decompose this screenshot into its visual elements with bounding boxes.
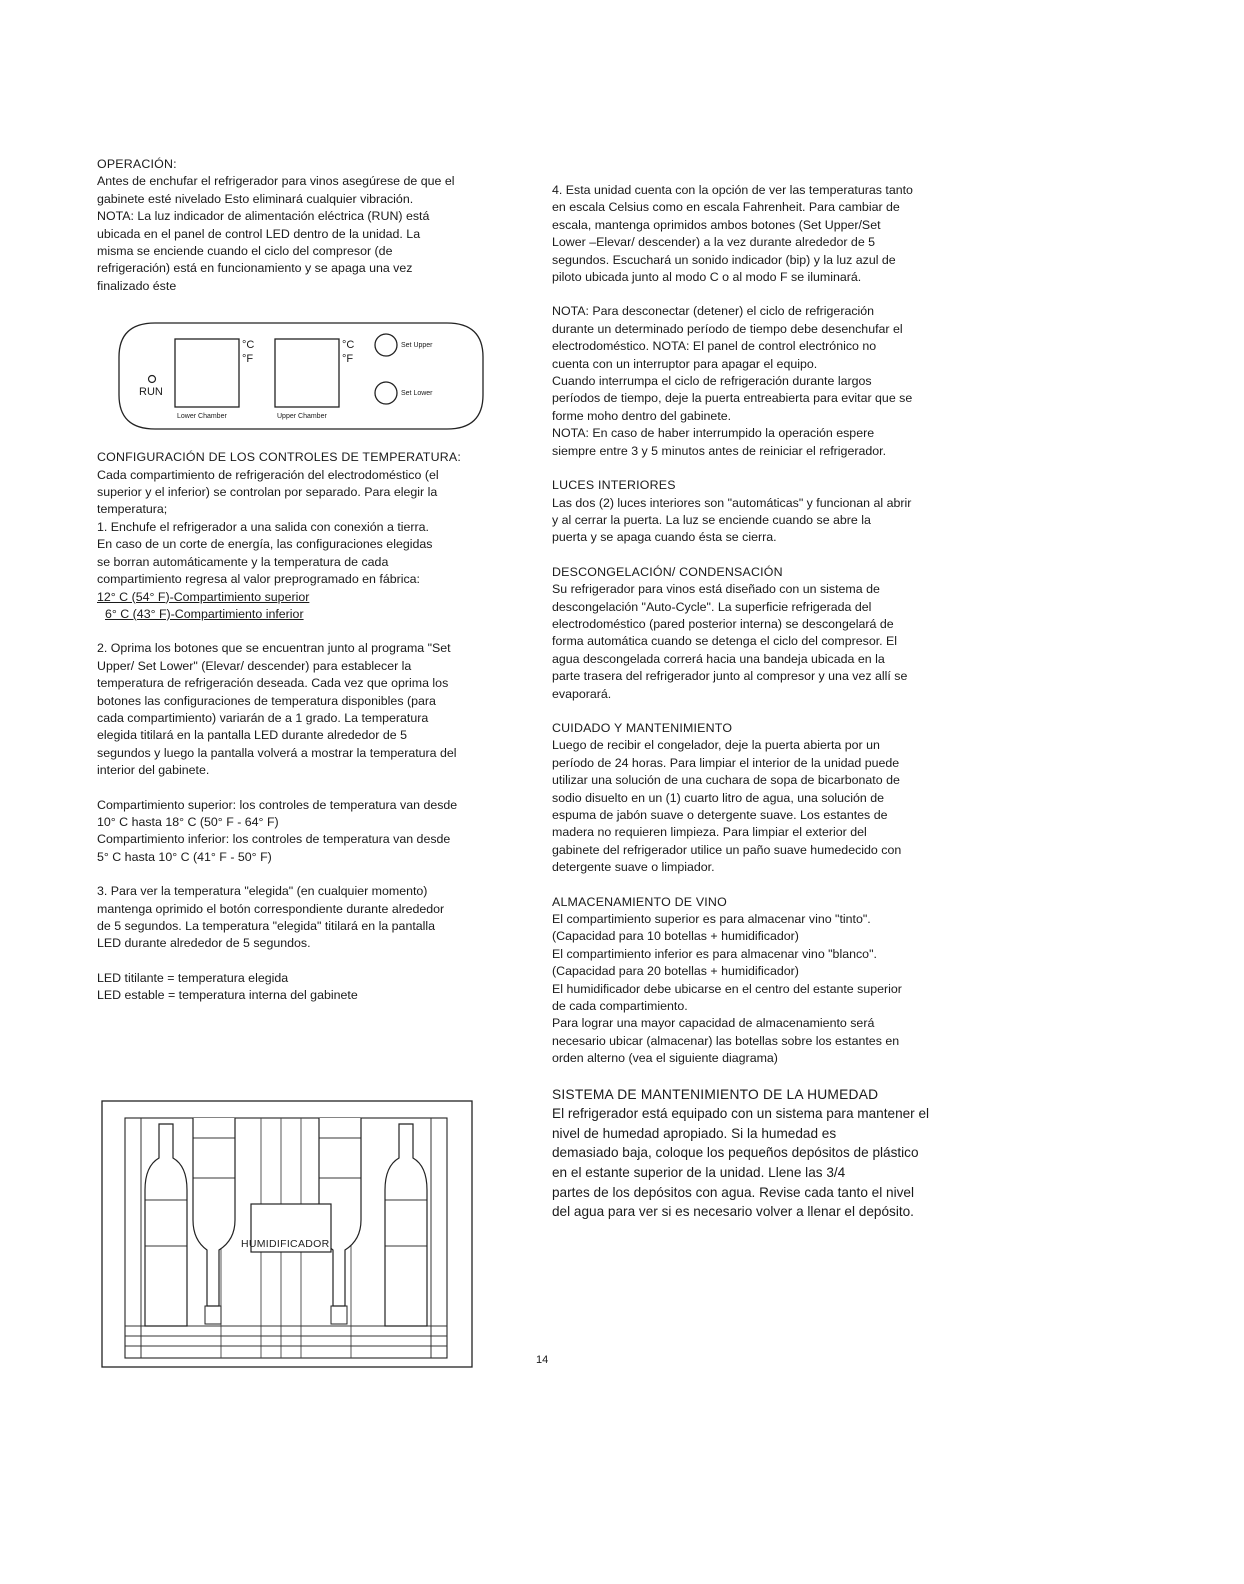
run-indicator (149, 376, 156, 383)
set-lower-button-shape (375, 382, 397, 404)
text-line: finalizado éste (97, 278, 177, 293)
text-line: siempre entre 3 y 5 minutos antes de reiniciar el refrigerador. (552, 443, 887, 458)
set-upper-button-shape (375, 334, 397, 356)
text-line: período de 24 horas. Para limpiar el interior de la unidad puede (552, 755, 900, 770)
text-line: demasiado baja, coloque los pequeños depósitos de plástico (552, 1145, 919, 1161)
text-line: durante un determinado período de tiempo debe desenchufar el (552, 321, 903, 336)
text-line: 1. Enchufe el refrigerador a una salida con conexión a tierra. (97, 519, 429, 534)
text-line: temperatura de refrigeración deseada. Cada vez que oprima los (97, 676, 449, 691)
text-line: misma se enciende cuando el ciclo del compresor (de (97, 244, 393, 259)
text-line: ubicada en el panel de control LED dentro de la unidad. La (97, 226, 421, 241)
section-operacion (97, 156, 542, 295)
upper-fahrenheit-label: °F (342, 353, 354, 366)
section-ranges (97, 797, 542, 867)
text-line: El compartimiento inferior es para almacenar vino "blanco". (552, 946, 877, 961)
text-line: elegida titilará en la pantalla LED durante alrededor de 5 (97, 728, 407, 743)
text-line: Cada compartimiento de refrigeración del electrodoméstico (el (97, 467, 439, 482)
text-line: superior y el inferior) se controlan por separado. Para elegir la (97, 485, 438, 500)
text-line: evaporará. (552, 686, 612, 701)
text-line: 2. Oprima los botones que se encuentran junto al programa "Set (97, 641, 451, 656)
text-line: necesario ubicar (almacenar) las botellas sobre los estantes en (552, 1033, 900, 1048)
lower-celsius-label: °C (242, 339, 255, 352)
wine-storage-diagram (101, 1100, 473, 1368)
text-line: segundos. Escuchará un sonido indicador (bip) y la luz azul de (552, 252, 896, 267)
section-descongelacion (552, 564, 1000, 703)
text-line: nivel de humedad apropiado. Si la humedad es (552, 1125, 837, 1141)
text-line: NOTA: En caso de haber interrumpido la operación espere (552, 426, 875, 441)
text-line: piloto ubicada junto al modo C o al modo F se iluminará. (552, 270, 862, 285)
run-label: RUN (139, 386, 163, 399)
text-line: Compartimiento inferior: los controles de temperatura van desde (97, 832, 451, 847)
almacenamiento-heading: ALMACENAMIENTO DE VINO (552, 894, 727, 909)
humedad-heading: SISTEMA DE MANTENIMIENTO DE LA HUMEDAD (552, 1086, 879, 1102)
text-line: Para lograr una mayor capacidad de almacenamiento será (552, 1016, 875, 1031)
text-line: Antes de enchufar el refrigerador para vinos asegúrese de que el (97, 174, 455, 189)
text-line: de 5 segundos. La temperatura "elegida" titilará en la pantalla (97, 919, 436, 933)
text-line: interior del gabinete. (97, 763, 210, 778)
left-column (97, 156, 542, 1005)
default-upper-temp: 12° C (54° F)-Compartimiento superior (97, 589, 310, 604)
upper-chamber-label: Upper Chamber (277, 413, 327, 421)
text-line: 4. Esta unidad cuenta con la opción de ver las temperaturas tanto (552, 183, 913, 197)
text-line: agua descongelada correrá hacia una bandeja ubicada en la (552, 651, 885, 666)
text-line: se borran automáticamente y la temperatura de cada (97, 554, 389, 569)
text-line: partes de los depósitos con agua. Revise cada tanto el nivel (552, 1184, 914, 1200)
upper-celsius-label: °C (342, 339, 355, 352)
text-line: Upper/ Set Lower" (Elevar/ descender) para establecer la (97, 658, 412, 673)
text-line: parte trasera del refrigerador junto al compresor y una vez allí se (552, 669, 908, 684)
text-line: NOTA: La luz indicador de alimentación eléctrica (RUN) está (97, 209, 430, 224)
text-line: gabinete del refrigerador utilice un paño suave humedecido con (552, 842, 902, 857)
bottle-inverted-1 (193, 1118, 235, 1306)
text-line: madera no requieren limpieza. Para limpiar el exterior del (552, 825, 867, 840)
lower-display (175, 339, 239, 407)
text-line: 5° C hasta 10° C (41° F - 50° F) (97, 849, 272, 864)
text-line: Luego de recibir el congelador, deje la puerta abierta por un (552, 738, 880, 753)
wine-storage-drawing (101, 1100, 473, 1368)
text-line: NOTA: Para desconectar (detener) el ciclo de refrigeración (552, 304, 875, 319)
text-line: LED estable = temperatura interna del gabinete (97, 988, 358, 1003)
operacion-heading: OPERACIÓN: (97, 157, 177, 171)
text-line: de cada compartimiento. (552, 999, 688, 1014)
text-line: en el estante superior de la unidad. Llene las 3/4 (552, 1165, 846, 1181)
section-led (97, 970, 542, 1005)
section-luces (552, 477, 1000, 547)
text-line: Su refrigerador para vinos está diseñado con un sistema de (552, 582, 880, 597)
text-line: LED durante alrededor de 5 segundos. (97, 936, 311, 951)
text-line: Compartimiento superior: los controles de temperatura van desde (97, 797, 458, 812)
text-line: botones las configuraciones de temperatura disponibles (para (97, 693, 436, 708)
text-line: 3. Para ver la temperatura "elegida" (en cualquier momento) (97, 884, 428, 899)
lower-fahrenheit-label: °F (242, 353, 254, 366)
text-line: El humidificador debe ubicarse en el centro del estante superior (552, 981, 902, 996)
text-line: cada compartimiento) variarán de a 1 grado. La temperatura (97, 710, 429, 725)
text-line: espuma de jabón suave o detergente suave. Los estantes de (552, 808, 888, 822)
text-line: (Capacidad para 20 botellas + humidificador) (552, 964, 799, 979)
upper-display (275, 339, 339, 407)
text-line: Las dos (2) luces interiores son "automáticas" y funcionan al abrir (552, 495, 912, 510)
section-step4 (552, 182, 1000, 286)
right-column (552, 156, 1000, 1222)
set-upper-label: Set Upper (401, 342, 433, 350)
text-line: Lower –Elevar/ descender) a la vez durante alrededor de 5 (552, 235, 876, 250)
text-line: electrodoméstico (pared posterior interna) se descongelará de (552, 616, 894, 631)
bottle-right-upright (385, 1124, 427, 1326)
text-line: forma automática cuando se detenga el ciclo del compresor. El (552, 634, 898, 649)
humidifier-label: HUMIDIFICADOR (241, 1238, 330, 1250)
section-humedad (552, 1085, 1000, 1222)
configuracion-heading: CONFIGURACIÓN DE LOS CONTROLES DE TEMPERATURA: (97, 450, 461, 465)
text-line: forme moho dentro del gabinete. (552, 408, 732, 423)
text-line: en escala Celsius como en escala Fahrenheit. Para cambiar de (552, 200, 900, 215)
text-line: descongelación "Auto-Cycle". La superficie refrigerada del (552, 599, 872, 614)
text-line: El refrigerador está equipado con un sistema para mantener el (552, 1106, 930, 1122)
text-line: puerta y se apaga cuando ésta se cierra. (552, 530, 777, 545)
text-line: cuenta con un interruptor para apagar el equipo. (552, 356, 818, 371)
text-line: gabinete esté nivelado Esto eliminará cualquier vibración. (97, 191, 414, 206)
text-line: segundos y luego la pantalla volverá a mostrar la temperatura del (97, 745, 457, 760)
cuidado-heading: CUIDADO Y MANTENIMIENTO (552, 720, 733, 735)
lower-chamber-label: Lower Chamber (177, 413, 227, 421)
section-configuracion (97, 449, 542, 623)
text-line: detergente suave o limpiador. (552, 860, 715, 875)
text-line: compartimiento regresa al valor preprogramado en fábrica: (97, 572, 421, 587)
page-number: 14 (536, 1354, 549, 1366)
text-line: (Capacidad para 10 botellas + humidificador) (552, 929, 799, 944)
section-notas (552, 303, 1000, 460)
control-panel-diagram (115, 317, 487, 435)
text-line: electrodoméstico. NOTA: El panel de control electrónico no (552, 339, 877, 354)
text-line: mantenga oprimido el botón correspondiente durante alrededor (97, 901, 445, 916)
section-cuidado (552, 720, 1000, 877)
text-line: y al cerrar la puerta. La luz se enciende cuando se abre la (552, 512, 871, 527)
section-almacenamiento (552, 894, 1000, 1068)
text-line: orden alterno (vea el siguiente diagrama) (552, 1051, 778, 1066)
text-line: LED titilante = temperatura elegida (97, 970, 289, 985)
text-line: En caso de un corte de energía, las configuraciones elegidas (97, 537, 433, 552)
text-line: del agua para ver si es necesario volver a llenar el depósito. (552, 1204, 914, 1220)
text-line: 10° C hasta 18° C (50° F - 64° F) (97, 814, 279, 829)
text-line: escala, mantenga oprimidos ambos botones (Set Upper/Set (552, 217, 881, 232)
text-line: sodio disuelto en un (1) cuarto litro de agua, una solución de (552, 790, 885, 805)
luces-heading: LUCES INTERIORES (552, 478, 676, 493)
set-lower-label: Set Lower (401, 390, 433, 398)
section-step2 (97, 640, 542, 779)
text-line: El compartimiento superior es para almacenar vino "tinto". (552, 912, 871, 927)
text-line: Cuando interrumpa el ciclo de refrigeración durante largos (552, 374, 872, 389)
bottle-left-upright (145, 1124, 187, 1326)
text-line: temperatura; (97, 502, 168, 517)
text-line: refrigeración) está en funcionamiento y se apaga una vez (97, 261, 413, 276)
section-step3 (97, 883, 542, 953)
descongelacion-heading: DESCONGELACIÓN/ CONDENSACIÓN (552, 564, 783, 579)
text-line: utilizar una solución de una cuchara de sopa de bicarbonato de (552, 773, 900, 788)
text-line: períodos de tiempo, deje la puerta entreabierta para evitar que se (552, 391, 913, 406)
default-lower-temp: 6° C (43° F)-Compartimiento inferior (105, 606, 304, 621)
